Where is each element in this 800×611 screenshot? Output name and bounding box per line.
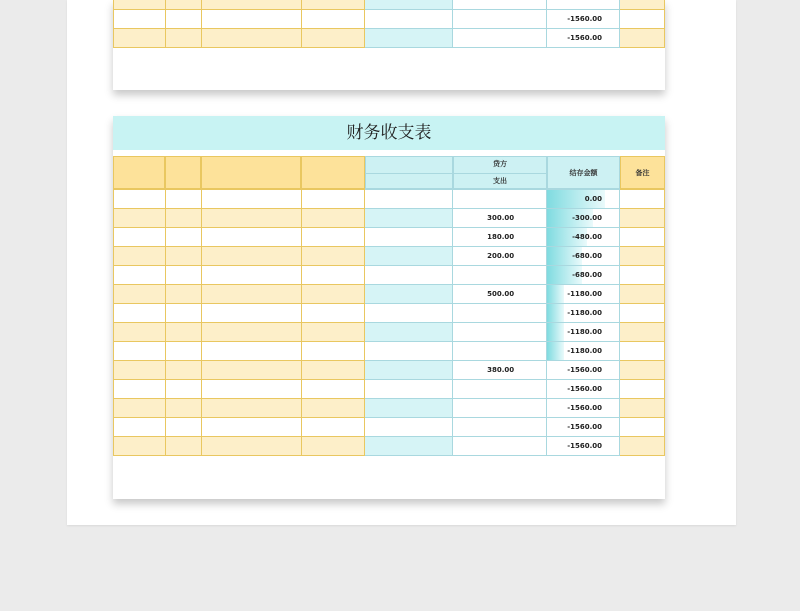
- expense-cell[interactable]: [453, 190, 547, 209]
- balance-value: -1560.00: [567, 404, 603, 412]
- remark-cell[interactable]: [620, 285, 665, 304]
- header-remark-label: 备注: [635, 169, 650, 177]
- table-row: [114, 342, 665, 361]
- table-row: [114, 209, 665, 228]
- header-credit-expense: [453, 156, 547, 189]
- remark-cell[interactable]: [620, 228, 665, 247]
- col-c-cell[interactable]: [201, 209, 301, 228]
- col-b-cell[interactable]: [165, 29, 201, 48]
- col-credit-cell[interactable]: [365, 437, 453, 456]
- balance-value: -1180.00: [567, 328, 603, 336]
- col-c-cell[interactable]: [201, 361, 301, 380]
- balance-value: -680.00: [572, 252, 603, 260]
- col-b-cell[interactable]: [165, 323, 201, 342]
- expense-cell[interactable]: 500.00: [453, 285, 547, 304]
- col-credit-cell[interactable]: [365, 209, 453, 228]
- balance-data-bar: [547, 285, 564, 303]
- col-credit-cell[interactable]: [365, 323, 453, 342]
- table-row: [114, 323, 665, 342]
- col-d-cell[interactable]: [301, 247, 365, 266]
- col-d-cell[interactable]: [301, 437, 365, 456]
- col-a-cell[interactable]: [114, 323, 166, 342]
- col-c-cell[interactable]: [201, 29, 301, 48]
- header-cell-4: [301, 156, 365, 189]
- col-c-cell[interactable]: [201, 266, 301, 285]
- expense-cell[interactable]: 200.00: [453, 247, 547, 266]
- col-b-cell[interactable]: [165, 10, 201, 29]
- table-row: [114, 247, 665, 266]
- balance-cell[interactable]: [547, 285, 620, 304]
- col-a-cell[interactable]: [114, 29, 166, 48]
- balance-value: 0.00: [584, 195, 603, 203]
- balance-data-bar: [547, 304, 564, 322]
- col-b-cell[interactable]: [165, 380, 201, 399]
- balance-value: -1180.00: [567, 347, 603, 355]
- col-c-cell[interactable]: [201, 399, 301, 418]
- expense-cell[interactable]: [453, 304, 547, 323]
- col-b-cell[interactable]: [165, 342, 201, 361]
- expense-cell[interactable]: [453, 380, 547, 399]
- col-d-cell[interactable]: [301, 190, 365, 209]
- expense-cell[interactable]: [453, 418, 547, 437]
- remark-cell[interactable]: [620, 0, 665, 10]
- header-cell-5: [365, 156, 453, 189]
- col-c-cell[interactable]: [201, 418, 301, 437]
- col-d-cell[interactable]: [301, 304, 365, 323]
- col-b-cell[interactable]: [165, 418, 201, 437]
- remark-cell[interactable]: [620, 209, 665, 228]
- expense-cell[interactable]: [453, 0, 547, 10]
- balance-value: -1560.00: [567, 442, 603, 450]
- col-credit-cell[interactable]: [365, 380, 453, 399]
- header-cell-2: [165, 156, 201, 189]
- col-d-cell[interactable]: [301, 342, 365, 361]
- remark-cell[interactable]: [620, 10, 665, 29]
- remark-cell[interactable]: [620, 437, 665, 456]
- balance-cell[interactable]: [547, 323, 620, 342]
- balance-value: -1180.00: [567, 290, 603, 298]
- table-row: [114, 29, 665, 48]
- header-balance: [547, 156, 620, 189]
- remark-cell[interactable]: [620, 266, 665, 285]
- col-c-cell[interactable]: [201, 190, 301, 209]
- col-credit-cell[interactable]: [365, 247, 453, 266]
- col-b-cell[interactable]: [165, 190, 201, 209]
- balance-cell[interactable]: [547, 228, 620, 247]
- col-credit-cell[interactable]: [365, 285, 453, 304]
- expense-cell[interactable]: 300.00: [453, 209, 547, 228]
- col-b-cell[interactable]: [165, 361, 201, 380]
- table-row: [114, 380, 665, 399]
- expense-cell[interactable]: [453, 29, 547, 48]
- remark-cell[interactable]: [620, 247, 665, 266]
- balance-cell[interactable]: [547, 437, 620, 456]
- balance-cell[interactable]: [547, 0, 620, 10]
- col-credit-cell[interactable]: [365, 29, 453, 48]
- table-row: [114, 437, 665, 456]
- col-b-cell[interactable]: [165, 285, 201, 304]
- col-d-cell[interactable]: [301, 228, 365, 247]
- col-credit-cell[interactable]: [365, 342, 453, 361]
- balance-data-bar: [547, 342, 564, 360]
- expense-cell[interactable]: [453, 323, 547, 342]
- balance-cell[interactable]: [547, 342, 620, 361]
- col-a-cell[interactable]: [114, 0, 166, 10]
- header-remark: [620, 156, 665, 189]
- balance-cell[interactable]: [547, 399, 620, 418]
- expense-cell[interactable]: [453, 399, 547, 418]
- col-credit-cell[interactable]: [365, 10, 453, 29]
- col-c-cell[interactable]: [201, 0, 301, 10]
- remark-cell[interactable]: [620, 361, 665, 380]
- col-credit-cell[interactable]: [365, 399, 453, 418]
- col-c-cell[interactable]: [201, 304, 301, 323]
- col-credit-cell[interactable]: [365, 418, 453, 437]
- expense-cell[interactable]: [453, 342, 547, 361]
- col-credit-cell[interactable]: [365, 266, 453, 285]
- col-d-cell[interactable]: [301, 361, 365, 380]
- col-a-cell[interactable]: [114, 247, 166, 266]
- col-d-cell[interactable]: [301, 0, 365, 10]
- balance-value: -300.00: [572, 214, 603, 222]
- col-b-cell[interactable]: [165, 399, 201, 418]
- table-row: [114, 0, 665, 10]
- balance-cell[interactable]: [547, 190, 620, 209]
- col-c-cell[interactable]: [201, 228, 301, 247]
- col-b-cell[interactable]: [165, 228, 201, 247]
- balance-data-bar: [547, 323, 564, 341]
- balance-value: -1560.00: [567, 423, 603, 431]
- finance-table: [113, 189, 665, 456]
- col-credit-cell[interactable]: [365, 304, 453, 323]
- col-d-cell[interactable]: [301, 418, 365, 437]
- expense-cell[interactable]: 180.00: [453, 228, 547, 247]
- col-c-cell[interactable]: [201, 380, 301, 399]
- col-credit-cell[interactable]: [365, 361, 453, 380]
- balance-cell[interactable]: [547, 304, 620, 323]
- balance-cell[interactable]: [547, 361, 620, 380]
- balance-cell[interactable]: [547, 10, 620, 29]
- col-a-cell[interactable]: [114, 437, 166, 456]
- expense-cell[interactable]: 380.00: [453, 361, 547, 380]
- header-credit-label: 贷方: [493, 160, 507, 168]
- balance-value: -1560.00: [567, 385, 603, 393]
- table-row: [114, 190, 665, 209]
- col-a-cell[interactable]: [114, 209, 166, 228]
- table-row: [114, 418, 665, 437]
- remark-cell[interactable]: [620, 380, 665, 399]
- balance-cell[interactable]: [547, 418, 620, 437]
- header-balance-label: 结存金额: [569, 169, 598, 177]
- remark-cell[interactable]: [620, 323, 665, 342]
- col-b-cell[interactable]: [165, 0, 201, 10]
- col-c-cell[interactable]: [201, 247, 301, 266]
- col-a-cell[interactable]: [114, 10, 166, 29]
- remark-cell[interactable]: [620, 342, 665, 361]
- col-d-cell[interactable]: [301, 10, 365, 29]
- balance-value: -480.00: [572, 233, 603, 241]
- col-a-cell[interactable]: [114, 304, 166, 323]
- balance-value: -1180.00: [567, 309, 603, 317]
- table-row: [114, 399, 665, 418]
- col-d-cell[interactable]: [301, 266, 365, 285]
- balance-value: -1560.00: [567, 366, 603, 374]
- col-a-cell[interactable]: [114, 380, 166, 399]
- table-row: [114, 285, 665, 304]
- col-a-cell[interactable]: [114, 285, 166, 304]
- header-cell-3: [201, 156, 301, 189]
- col-c-cell[interactable]: [201, 10, 301, 29]
- remark-cell[interactable]: [620, 418, 665, 437]
- col-c-cell[interactable]: [201, 323, 301, 342]
- col-credit-cell[interactable]: [365, 190, 453, 209]
- sheet-title: 财务收支表: [113, 116, 665, 150]
- remark-cell[interactable]: [620, 304, 665, 323]
- col-a-cell[interactable]: [114, 266, 166, 285]
- table-row: [114, 361, 665, 380]
- col-credit-cell[interactable]: [365, 228, 453, 247]
- col-d-cell[interactable]: [301, 29, 365, 48]
- balance-cell[interactable]: [547, 266, 620, 285]
- previous-sheet: [113, 0, 665, 90]
- col-c-cell[interactable]: [201, 342, 301, 361]
- col-b-cell[interactable]: [165, 247, 201, 266]
- col-d-cell[interactable]: [301, 380, 365, 399]
- col-a-cell[interactable]: [114, 361, 166, 380]
- balance-cell[interactable]: [547, 29, 620, 48]
- col-b-cell[interactable]: [165, 266, 201, 285]
- balance-cell[interactable]: [547, 247, 620, 266]
- col-credit-cell[interactable]: [365, 0, 453, 10]
- table-row: [114, 266, 665, 285]
- header-cell-1: [113, 156, 165, 189]
- col-a-cell[interactable]: [114, 342, 166, 361]
- col-b-cell[interactable]: [165, 209, 201, 228]
- finance-sheet: [113, 116, 665, 499]
- col-d-cell[interactable]: [301, 323, 365, 342]
- col-b-cell[interactable]: [165, 437, 201, 456]
- balance-cell[interactable]: [547, 380, 620, 399]
- balance-value: -680.00: [572, 271, 603, 279]
- table-row: [114, 304, 665, 323]
- balance-cell[interactable]: [547, 209, 620, 228]
- col-c-cell[interactable]: [201, 285, 301, 304]
- col-a-cell[interactable]: [114, 190, 166, 209]
- previous-sheet-table: [113, 0, 665, 48]
- expense-cell[interactable]: [453, 437, 547, 456]
- col-d-cell[interactable]: [301, 399, 365, 418]
- balance-value: -1560.00: [567, 15, 603, 23]
- balance-value: -1560.00: [567, 34, 603, 42]
- col-a-cell[interactable]: [114, 418, 166, 437]
- table-row: [114, 10, 665, 29]
- remark-cell[interactable]: [620, 190, 665, 209]
- remark-cell[interactable]: [620, 399, 665, 418]
- col-c-cell[interactable]: [201, 437, 301, 456]
- col-a-cell[interactable]: [114, 399, 166, 418]
- expense-cell[interactable]: [453, 10, 547, 29]
- col-d-cell[interactable]: [301, 285, 365, 304]
- col-d-cell[interactable]: [301, 209, 365, 228]
- expense-cell[interactable]: [453, 266, 547, 285]
- header-expense-label: 支出: [493, 177, 507, 185]
- remark-cell[interactable]: [620, 29, 665, 48]
- table-row: [114, 228, 665, 247]
- col-b-cell[interactable]: [165, 304, 201, 323]
- col-a-cell[interactable]: [114, 228, 166, 247]
